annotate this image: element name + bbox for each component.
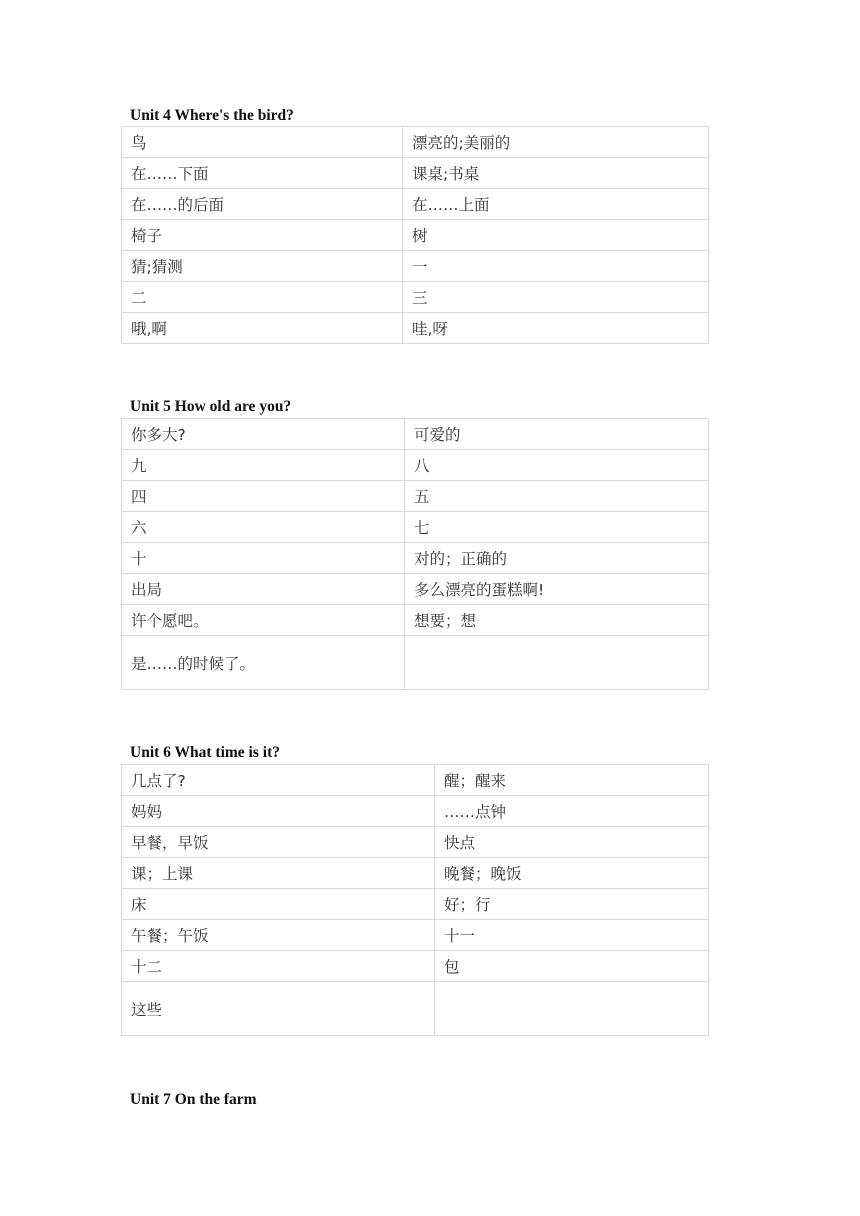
table-row (122, 636, 709, 690)
unit-6-title: Unit 6 What time is it? (130, 744, 280, 761)
table-cell: 包 (435, 951, 709, 982)
table-cell: 六 (122, 512, 405, 543)
table-cell: 一 (403, 251, 709, 282)
table-row (122, 605, 709, 636)
table-cell: 妈妈 (122, 796, 435, 827)
table-cell: 在……上面 (403, 189, 709, 220)
table-row (122, 827, 709, 858)
table-cell: 午餐；午饭 (122, 920, 435, 951)
table-cell: 在……下面 (122, 158, 403, 189)
table-cell: 晚餐；晚饭 (435, 858, 709, 889)
table-row (122, 796, 709, 827)
table-cell: 对的；正确的 (405, 543, 709, 574)
table-row (122, 512, 709, 543)
table-cell: 四 (122, 481, 405, 512)
table-row (122, 450, 709, 481)
unit-5-vocab-table (121, 418, 709, 690)
table-cell: 树 (403, 220, 709, 251)
table-cell: 这些 (122, 982, 435, 1036)
table-cell: 早餐，早饭 (122, 827, 435, 858)
table-cell: 想要；想 (405, 605, 709, 636)
table-row (122, 920, 709, 951)
unit-5-title: Unit 5 How old are you? (130, 398, 292, 415)
table-cell: 出局 (122, 574, 405, 605)
table-cell: 七 (405, 512, 709, 543)
table-cell: 十二 (122, 951, 435, 982)
table-row (122, 951, 709, 982)
table-row (122, 982, 709, 1036)
table-cell: 九 (122, 450, 405, 481)
table-cell: 快点 (435, 827, 709, 858)
table-row (122, 282, 709, 313)
table-row (122, 858, 709, 889)
table-cell: 三 (403, 282, 709, 313)
table-cell: 你多大? (122, 419, 405, 450)
table-row (122, 313, 709, 344)
unit-4-vocab-table (121, 126, 709, 344)
table-cell: 多么漂亮的蛋糕啊! (405, 574, 709, 605)
table-cell: 二 (122, 282, 403, 313)
table-cell: 课；上课 (122, 858, 435, 889)
table-cell: 漂亮的;美丽的 (403, 127, 709, 158)
table-row (122, 889, 709, 920)
table-cell: 猜;猜测 (122, 251, 403, 282)
table-cell: 是……的时候了。 (122, 636, 405, 690)
unit-7-title: Unit 7 On the farm (130, 1091, 257, 1108)
table-row (122, 158, 709, 189)
table-cell: 哦,啊 (122, 313, 403, 344)
table-cell: 醒；醒来 (435, 765, 709, 796)
table-row (122, 189, 709, 220)
table-row (122, 481, 709, 512)
table-cell: 五 (405, 481, 709, 512)
table-cell: 十一 (435, 920, 709, 951)
table-cell: 十 (122, 543, 405, 574)
table-cell (405, 636, 709, 690)
table-cell: 好；行 (435, 889, 709, 920)
table-cell: 课桌;书桌 (403, 158, 709, 189)
table-cell: 在……的后面 (122, 189, 403, 220)
unit-6-vocab-table (121, 764, 709, 1036)
table-row (122, 574, 709, 605)
table-cell: 可爱的 (405, 419, 709, 450)
table-cell: 椅子 (122, 220, 403, 251)
table-cell: ……点钟 (435, 796, 709, 827)
table-row (122, 543, 709, 574)
table-cell: 鸟 (122, 127, 403, 158)
table-cell: 许个愿吧。 (122, 605, 405, 636)
table-cell: 哇,呀 (403, 313, 709, 344)
table-row (122, 765, 709, 796)
table-cell: 八 (405, 450, 709, 481)
table-row (122, 127, 709, 158)
table-row (122, 220, 709, 251)
table-cell: 几点了? (122, 765, 435, 796)
table-row (122, 251, 709, 282)
table-cell: 床 (122, 889, 435, 920)
table-cell (435, 982, 709, 1036)
table-row (122, 419, 709, 450)
unit-4-title: Unit 4 Where's the bird? (130, 107, 294, 124)
